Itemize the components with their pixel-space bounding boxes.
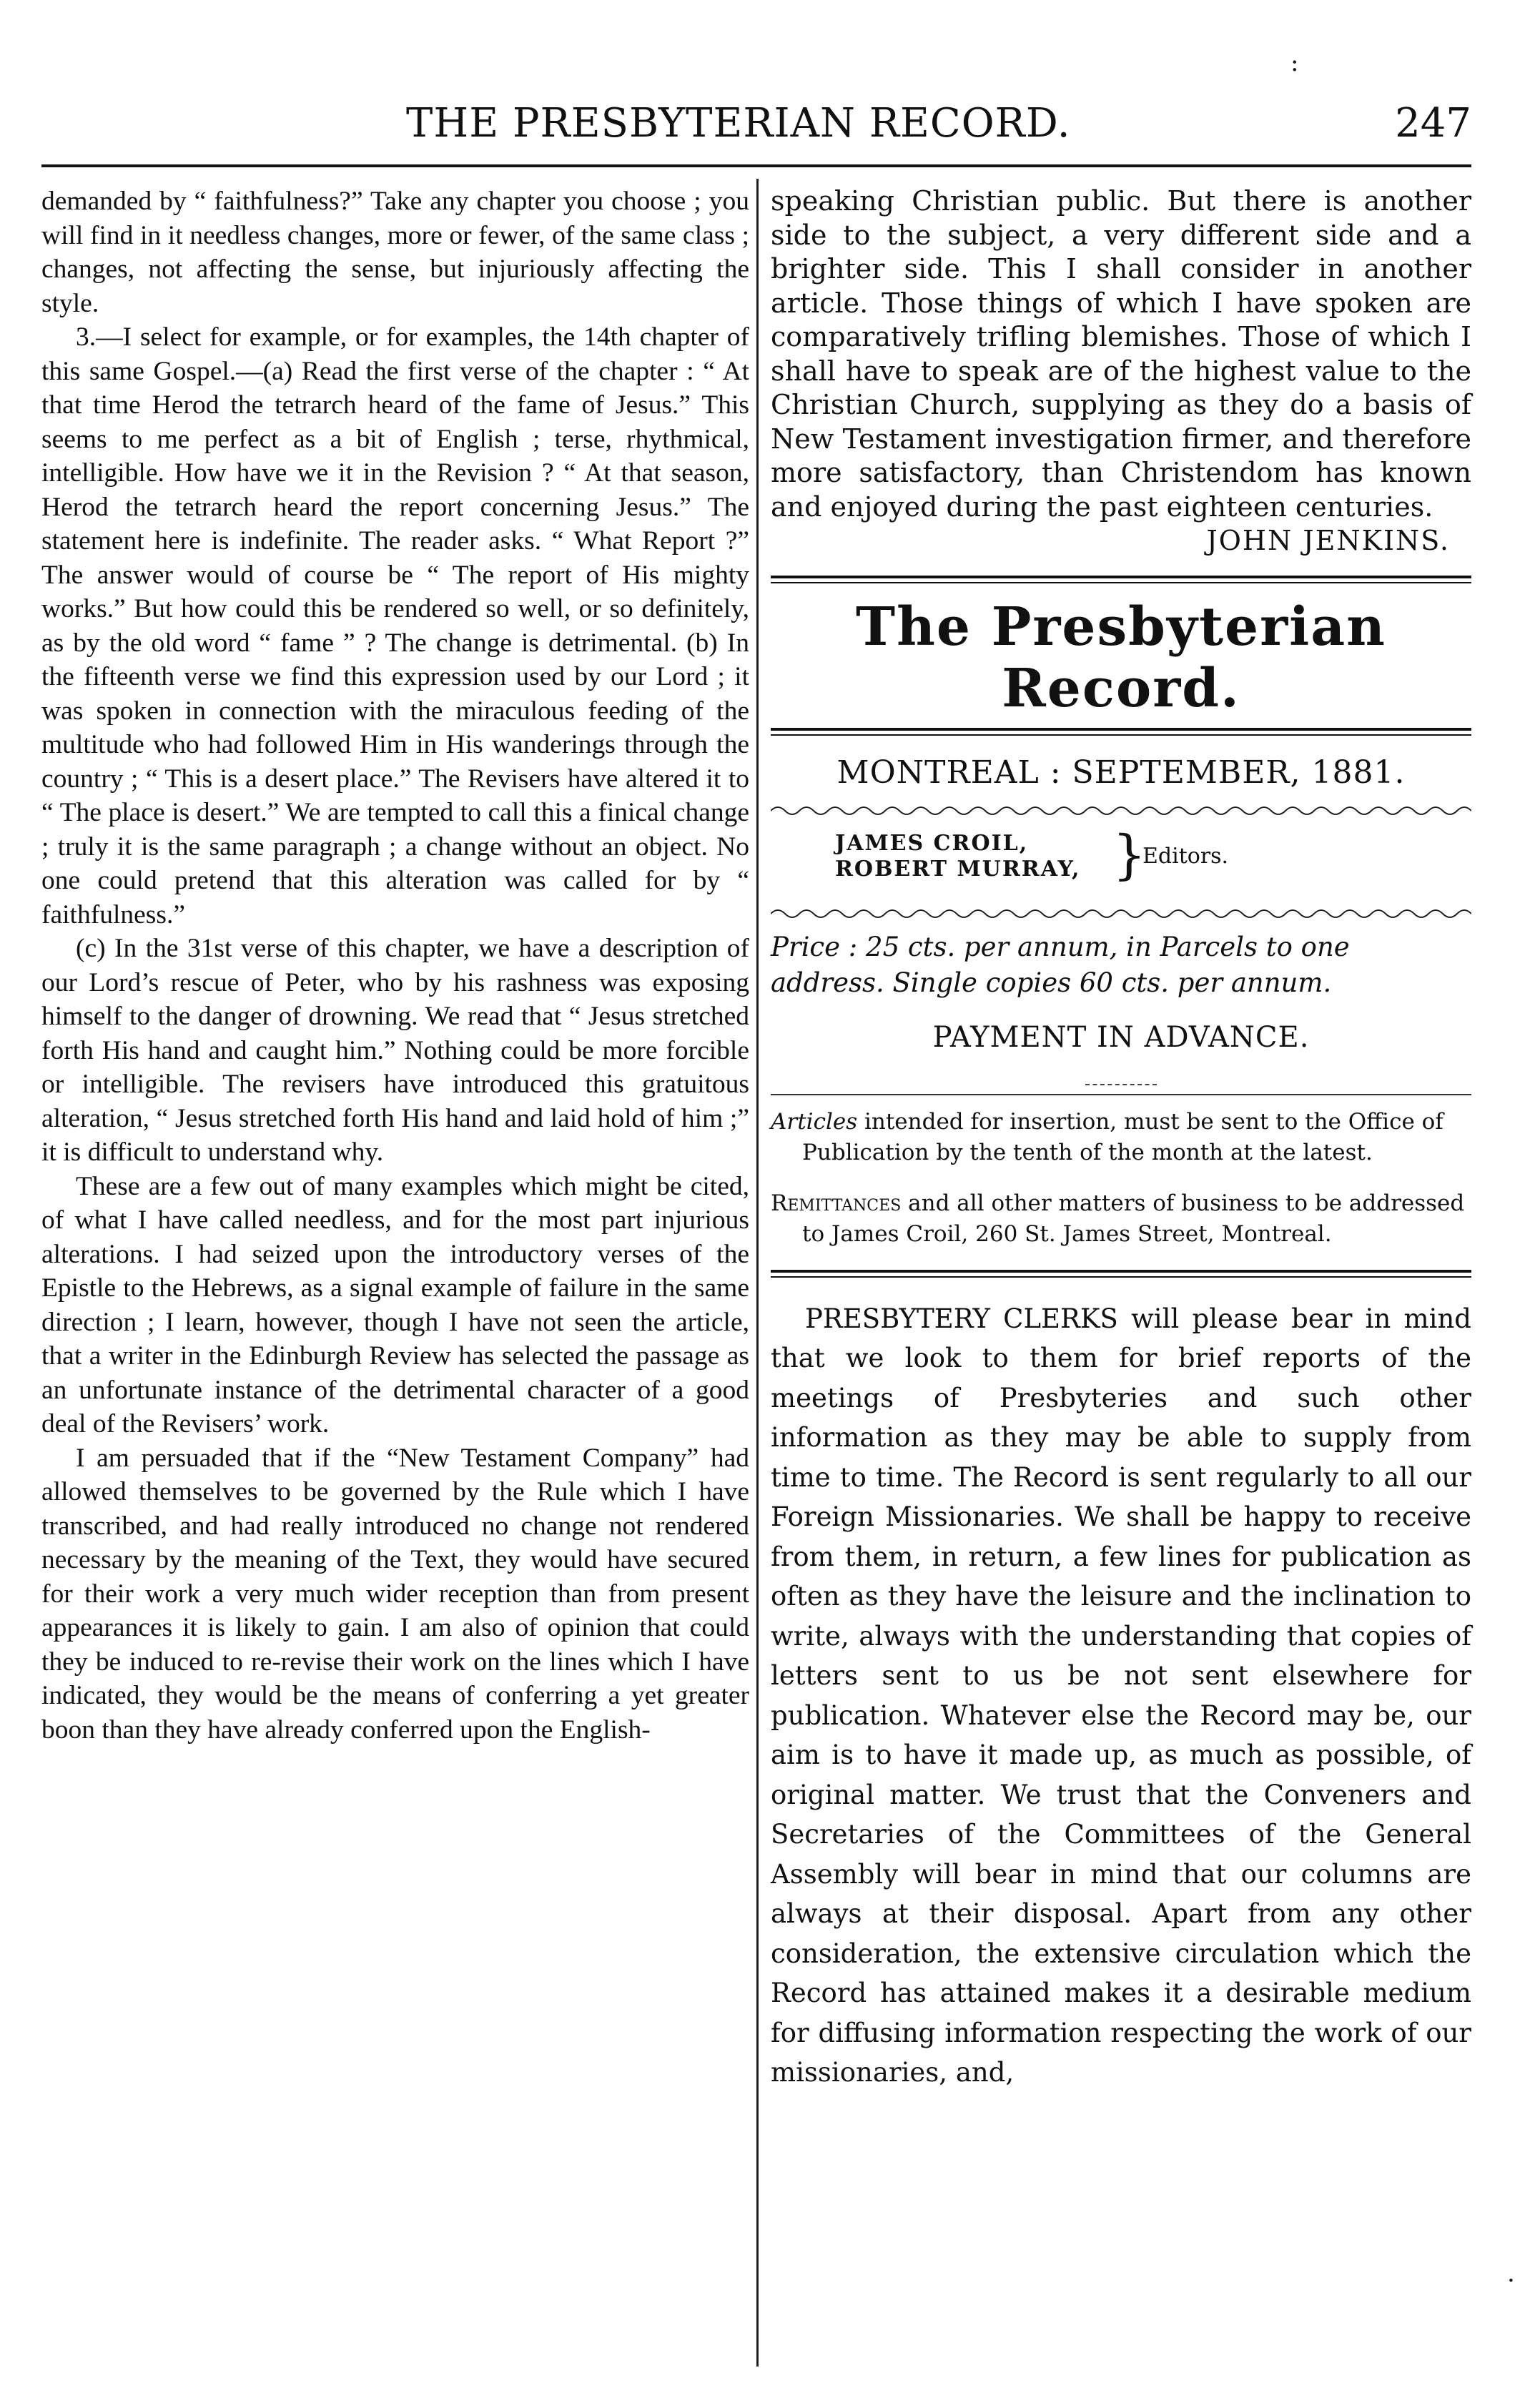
remittances-notice xyxy=(771,1188,1471,1250)
article-paragraph: demanded by “ faithfulness?” Take any chapter you choose ; you will find in it needless changes, more or fewer, of the same class ; changes, not affecting the sense, but injuriously affecting the style. xyxy=(41,187,749,318)
masthead-rule xyxy=(771,576,1471,583)
masthead-dateline: MONTREAL : SEPTEMBER, 1881. xyxy=(836,754,1406,791)
article-paragraph: 3.—I select for example, or for examples, the 14th chapter of this same Gospel.—(a) Read the first verse of the chapter : “ At that time Herod the tetrarch heard of the fame of Jesus.” This seems to me perfect as a bit of English ; terse, rhythmical, intelligible. How have we it in the Revision ? “ At that season, Herod the tetrarch heard the report concerning Jesus.” The statement here is indefinite. The reader asks. “ What Report ?” The answer would of course be “ The report of His mighty works.” But how could this be rendered so well, or so definitely, as by the old word “ fame ” ? The change is detrimental. (b) In the fifteenth verse we find this expression used by our Lord ; it was spoken in connection with the miraculous feeding of the multitude who had followed Him in His wanderings through the country ; “ This is a desert place.” The Revisers have altered it to “ The place is desert.” We are tempted to call this a finical change ; truly it is the same paragraph ; a change without an object. No one could pretend that this alteration was called for by “ faithfulness.” xyxy=(41,322,749,929)
notice-lead: Articles xyxy=(771,1108,858,1135)
subscription-price: Price : 25 cts. per annum, in Parcels to one address. Single copies 60 cts. per annum. xyxy=(771,931,1350,998)
header-rule xyxy=(41,164,1471,167)
wavy-divider xyxy=(771,804,1471,818)
article-paragraph: These are a few out of many examples which might be cited, of what I have called needless, and for the most part injurious alterations. I had seized upon the introductory verses of the Epistle to the Hebrews, as a signal example of failure in the same direction ; I learn, however, though I have not seen the article, that a writer in the Edinburgh Review has selected the passage as an unfortunate instance of the detrimental character of a good deal of the Revisers’ work. xyxy=(41,1171,749,1439)
brace-mark: } xyxy=(1112,824,1147,886)
payment-notice: PAYMENT IN ADVANCE. xyxy=(932,1020,1310,1054)
editor-name: ROBERT MURRAY, xyxy=(835,856,1081,882)
masthead-title: The Presbyterian Record. xyxy=(856,596,1386,719)
article-paragraph: PRESBYTERY CLERKS will please bear in mind that we look to them for brief reports of the meetings of Presbyteries and such other information as they may be able to supply from time to time. The Record is sent regularly to all our Foreign Missionaries. We shall be happy to receive from them, in return, a few lines for publication as often as they have the leisure and the inclination to write, always with the understanding that copies of letters sent to us be not sent elsewhere for publication. Whatever else the Record may be, our aim is to have it made up, as much as possible, of original matter. We trust that the Conveners and Secretaries of the Committees of the General Assembly will bear in mind that our columns are always at their disposal. Apart from any other consideration, the extensive circulation which the Record has attained makes it a desirable medium for diffusing information respecting the work of our missionaries, and, xyxy=(771,1303,1471,2088)
wavy-divider xyxy=(771,907,1471,921)
articles-notice xyxy=(771,1107,1471,1168)
stray-mark: : xyxy=(1290,49,1299,77)
masthead-rule xyxy=(771,728,1471,736)
article-paragraph: speaking Christian public. But there is another side to the subject, a very different side and a brighter side. This I shall consider in another article. Those things of which I have spoken are comparatively trifling blemishes. Those of which I shall have to speak are of the highest value to the Christian Church, supplying as they do a basis of New Testament investigation firmer, and therefore more satisfactory, than Christendom has known and enjoyed during the past eighteen centuries. xyxy=(771,185,1471,523)
publication-title: THE PRESBYTERIAN RECORD. xyxy=(406,100,1071,147)
notice-text: intended for insertion, must be sent to the Office of Publication by the tenth of the month at the latest. xyxy=(802,1108,1443,1165)
article-paragraph: I am persuaded that if the “New Testament Company” had allowed themselves to be governed by the Rule which I have transcribed, and had really introduced no change not rendered necessary by the meaning of the Text, they would have secured for their work a very much wider reception than from present appearances it is likely to gain. I am also of opinion that could they be induced to re-revise their work on the lines which I have indicated, they would be the means of conferring a yet greater boon than they have already conferred upon the English- xyxy=(41,1443,749,1745)
left-column xyxy=(41,184,749,1747)
notice-text: and all other matters of business to be addressed to James Croil, 260 St. James Street, Montreal. xyxy=(802,1190,1465,1247)
column-divider xyxy=(756,179,759,2367)
running-header xyxy=(41,100,1471,164)
stray-mark: . xyxy=(1507,2259,1515,2288)
article-continuation xyxy=(771,184,1471,558)
notice-lead: Remittances xyxy=(771,1190,902,1216)
article-paragraph: (c) In the 31st verse of this chapter, we have a description of our Lord’s rescue of Peter, who by his rashness was exposing himself to the danger of drowning. We read that “ Jesus stretched forth His hand and caught him.” Nothing could be more forcible or intelligible. The revisers have introduced this gratuitous alteration, “ Jesus stretched forth His hand and laid hold of him ;” it is difficult to understand why. xyxy=(41,934,749,1167)
section-rule xyxy=(771,1270,1471,1278)
editor-names xyxy=(835,831,1080,882)
presbytery-clerks-notice xyxy=(771,1299,1471,2093)
author-signature: JOHN JENKINS. xyxy=(1206,525,1450,556)
editors-label: Editors. xyxy=(1142,843,1229,869)
section-rule xyxy=(771,1094,1471,1095)
short-divider xyxy=(1085,1084,1157,1085)
editors-block xyxy=(771,824,1471,907)
right-column xyxy=(771,184,1471,2093)
page-number: 247 xyxy=(1395,100,1471,147)
editor-name: JAMES CROIL, xyxy=(835,830,1029,856)
